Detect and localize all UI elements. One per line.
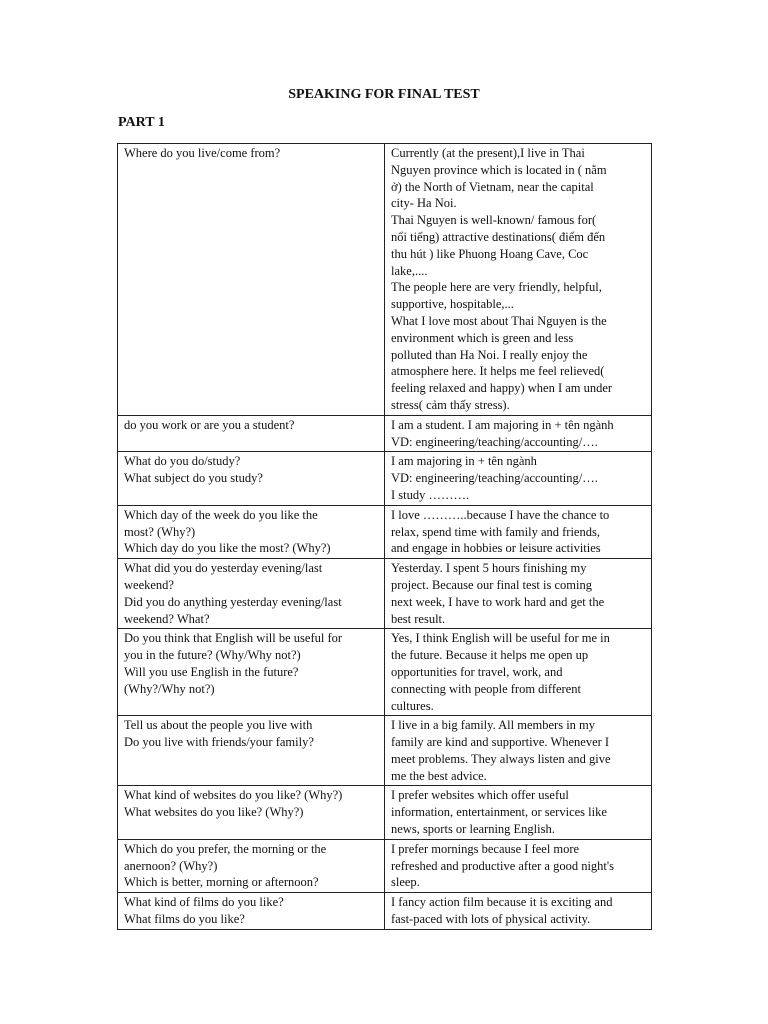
question-cell: What do you do/study? What subject do you study? bbox=[118, 452, 385, 505]
table-row bbox=[118, 839, 652, 892]
answer-cell: Currently (at the present),I live in Thai Nguyen province which is located in ( nằm ở) the North of Vietnam, near the capital city- Ha Noi. Thai Nguyen is well-known/ famous for( nổi tiếng) attractive destinations( điểm đến thu hút ) like Phuong Hoang Cave, Coc lake,.... The people here are very friendly, helpful, supportive, hospitable,... What I love most about Thai Nguyen is the environment which is green and less polluted than Ha Noi. I really enjoy the atmosphere here. It helps me feel relieved( feeling relaxed and happy) when I am under stress( cảm thấy stress). bbox=[385, 144, 652, 416]
answer-cell: I prefer websites which offer useful information, entertainment, or services like news, sports or learning English. bbox=[385, 786, 652, 839]
table-row bbox=[118, 452, 652, 505]
answer-cell: Yes, I think English will be useful for me in the future. Because it helps me open up opportunities for travel, work, and connecting with people from different cultures. bbox=[385, 629, 652, 716]
question-cell: What did you do yesterday evening/last weekend? Did you do anything yesterday evening/last weekend? What? bbox=[118, 559, 385, 629]
question-cell: Tell us about the people you live with Do you live with friends/your family? bbox=[118, 716, 385, 786]
question-cell: Do you think that English will be useful for you in the future? (Why/Why not?) Will you use English in the future? (Why?/Why not?) bbox=[118, 629, 385, 716]
document-title: SPEAKING FOR FINAL TEST bbox=[288, 87, 480, 102]
table-row bbox=[118, 415, 652, 452]
question-cell: Which do you prefer, the morning or the anernoon? (Why?) Which is better, morning or afternoon? bbox=[118, 839, 385, 892]
answer-cell: I prefer mornings because I feel more refreshed and productive after a good night's sleep. bbox=[385, 839, 652, 892]
answer-cell: Yesterday. I spent 5 hours finishing my project. Because our final test is coming next week, I have to work hard and get the best result. bbox=[385, 559, 652, 629]
answer-cell: I am a student. I am majoring in + tên ngành VD: engineering/teaching/accounting/…. bbox=[385, 415, 652, 452]
answer-cell: I live in a big family. All members in my family are kind and supportive. Whenever I meet problems. They always listen and give me the best advice. bbox=[385, 716, 652, 786]
answer-cell: I am majoring in + tên ngành VD: engineering/teaching/accounting/…. I study ………. bbox=[385, 452, 652, 505]
question-cell: What kind of films do you like? What films do you like? bbox=[118, 893, 385, 930]
question-cell: do you work or are you a student? bbox=[118, 415, 385, 452]
table-row bbox=[118, 559, 652, 629]
table-row bbox=[118, 144, 652, 416]
table-row bbox=[118, 893, 652, 930]
part-heading: PART 1 bbox=[118, 115, 165, 130]
question-cell: Which day of the week do you like the most? (Why?) Which day do you like the most? (Why?) bbox=[118, 505, 385, 558]
table-row bbox=[118, 716, 652, 786]
answer-cell: I love ………..because I have the chance to relax, spend time with family and friends, and engage in hobbies or leisure activities bbox=[385, 505, 652, 558]
qa-table bbox=[117, 143, 652, 930]
table-row bbox=[118, 786, 652, 839]
question-cell: Where do you live/come from? bbox=[118, 144, 385, 416]
table-row bbox=[118, 505, 652, 558]
question-cell: What kind of websites do you like? (Why?) What websites do you like? (Why?) bbox=[118, 786, 385, 839]
answer-cell: I fancy action film because it is exciting and fast-paced with lots of physical activity. bbox=[385, 893, 652, 930]
table-row bbox=[118, 629, 652, 716]
